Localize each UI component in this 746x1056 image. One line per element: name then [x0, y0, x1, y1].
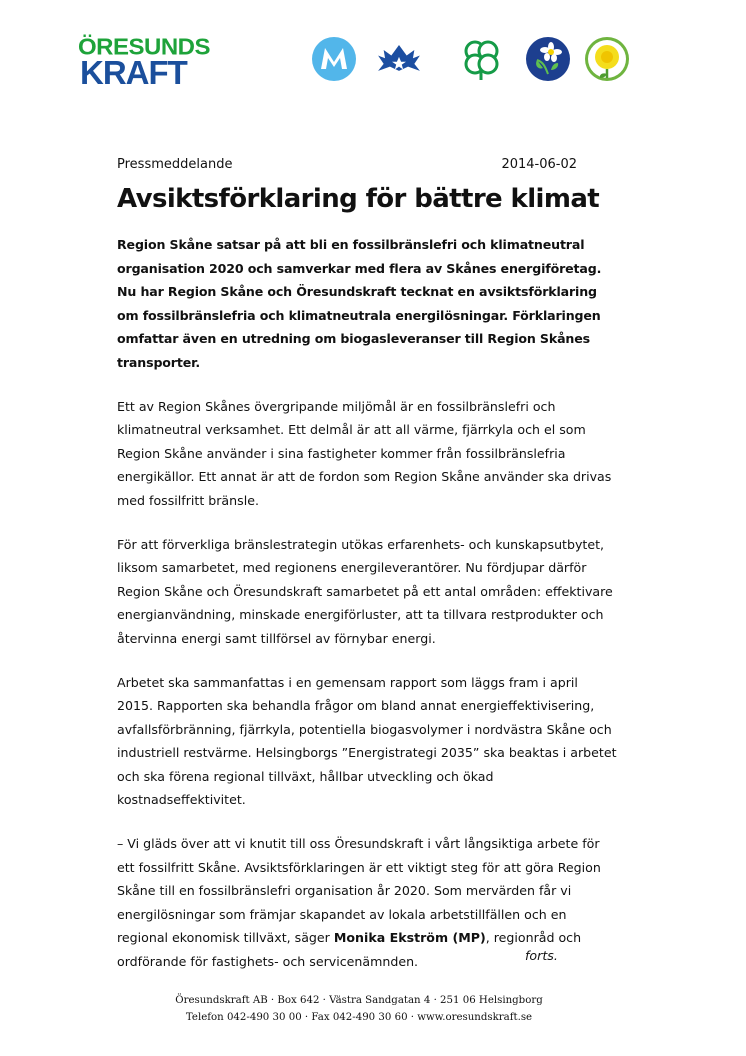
body-paragraph-3: Arbetet ska sammanfattas i en gemensam rapport som läggs fram i april 2015. Rapporten ska behandla frågor om bland annat energieffektivisering, avfallsförbränning, fjärrkyla, potentiella biogasvolymer i nordvästra Skåne och industriell restvärme. Helsingborgs ”Energistrategi 2035” ska beaktas i arbetet och ska förena regional tillväxt, hållbar utveckling och ökad kostnadseffektivitet. [117, 674, 617, 808]
quote-role: , regionråd och ordförande för fastighets- och servicenämnden. [117, 930, 582, 970]
logo-text-oresunds: ÖRESUNDS [78, 34, 211, 61]
body-paragraph-1: Ett av Region Skånes övergripande miljömål är en fossilbränslefri och klimatneutral verksamhet. Ett delmål är att all värme, fjärrkyla och el som Region Skåne använder i sina fastigheter kommer från fossilbränslefria energikällor. Ett annat är att de fordon som Region Skåne använder ska drivas med fossilfritt bränsle. [117, 398, 612, 508]
oresundskraft-logo [78, 34, 211, 91]
miljopartiet-logo-icon [584, 36, 630, 82]
footer-address: Öresundskraft AB · Box 642 · Västra Sandgatan 4 · 251 06 Helsingborg [175, 995, 543, 1006]
logo-text-kraft: KRAFT [80, 54, 187, 91]
footer [0, 992, 746, 1026]
body-text [117, 233, 617, 994]
centerpartiet-logo-icon [458, 36, 504, 82]
moderaterna-logo-icon [311, 36, 357, 82]
folkpartiet-logo-icon [376, 36, 422, 82]
continued-label: forts. [525, 948, 558, 963]
document-type-label: Pressmeddelande [117, 157, 233, 172]
kristdemokraterna-logo-icon [525, 36, 571, 82]
header-row [117, 157, 577, 177]
page-title: Avsiktsförklaring för bättre klimat [117, 184, 600, 214]
quote-text: – Vi gläds över att vi knutit till oss Öresundskraft i vårt långsiktiga arbete för ett fossilfritt Skåne. Avsiktsförklaringen är ett viktigt steg för att göra Region Skåne till en fossilbränslefri organisation år 2020. Som mervärden får vi energilösningar som främjar skapandet av lokala arbetstillfällen och en regional ekonomisk tillväxt, säger [117, 836, 601, 946]
lead-paragraph: Region Skåne satsar på att bli en fossilbränslefri och klimatneutral organisation 2020 och samverkar med flera av Skånes energiföretag. Nu har Region Skåne och Öresundskraft tecknat en avsiktsförklaring om fossilbränslefria och klimatneutrala energilösningar. Förklaringen omfattar även en utredning om biogasleveranser till Region Skånes transporter. [117, 237, 602, 370]
footer-contact: Telefon 042-490 30 00 · Fax 042-490 30 60 · www.oresundskraft.se [185, 1012, 533, 1023]
body-paragraph-2: För att förverkliga bränslestrategin utökas erfarenhets- och kunskapsutbytet, liksom samarbetet, med regionens energileverantörer. Nu fördjupar därför Region Skåne och Öresundskraft samarbetet på ett antal områden: effektivare energianvändning, minskade energiförluster, att ta tillvara restprodukter och återvinna energi samt tillförsel av förnybar energi. [117, 536, 613, 646]
quote-speaker: Monika Ekström (MP) [333, 930, 486, 946]
document-date: 2014-06-02 [501, 157, 577, 172]
